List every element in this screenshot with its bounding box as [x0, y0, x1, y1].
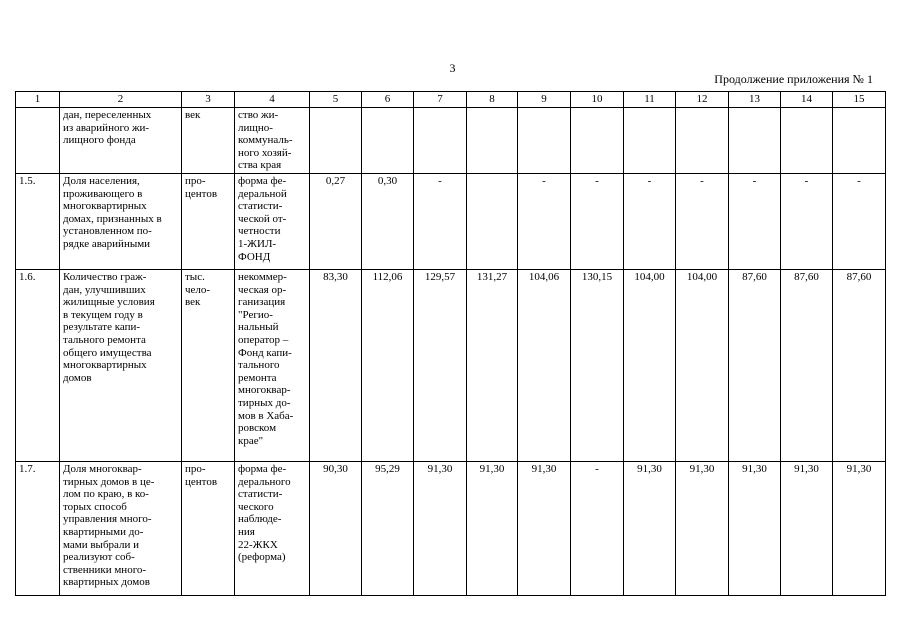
- value-cell: 91,30: [729, 462, 781, 596]
- indicator-table: [15, 91, 886, 596]
- value-cell: 131,27: [467, 270, 518, 462]
- value-cell: 87,60: [729, 270, 781, 462]
- header-cell: 5: [310, 92, 362, 108]
- value-cell: [467, 108, 518, 174]
- value-cell: 95,29: [362, 462, 414, 596]
- value-cell: 91,30: [833, 462, 886, 596]
- value-cell: [676, 108, 729, 174]
- value-cell: -: [518, 174, 571, 270]
- value-cell: 87,60: [833, 270, 886, 462]
- value-cell: -: [571, 174, 624, 270]
- value-cell: 91,30: [676, 462, 729, 596]
- header-cell: 12: [676, 92, 729, 108]
- header-cell: 7: [414, 92, 467, 108]
- value-cell: [833, 108, 886, 174]
- value-cell: [362, 108, 414, 174]
- header-cell: 15: [833, 92, 886, 108]
- value-cell: 90,30: [310, 462, 362, 596]
- value-cell: 91,30: [414, 462, 467, 596]
- header-cell: 14: [781, 92, 833, 108]
- value-cell: 112,06: [362, 270, 414, 462]
- row-number: 1.7.: [16, 462, 60, 596]
- value-cell: [781, 108, 833, 174]
- indicator-name: Количество граж- дан, улучшивших жилищные условия в текущем году в результате капи- тального ремонта общего имущества многоквартирных домов: [60, 270, 182, 462]
- value-cell: 91,30: [624, 462, 676, 596]
- table-row: [16, 462, 886, 596]
- value-cell: [571, 108, 624, 174]
- row-number: 1.6.: [16, 270, 60, 462]
- value-cell: [414, 108, 467, 174]
- unit: про- центов: [182, 462, 235, 596]
- value-cell: [729, 108, 781, 174]
- header-cell: 3: [182, 92, 235, 108]
- header-cell: 1: [16, 92, 60, 108]
- value-cell: -: [676, 174, 729, 270]
- table-row: [16, 174, 886, 270]
- value-cell: -: [571, 462, 624, 596]
- page-number: 3: [449, 61, 456, 75]
- data-source: форма фе- дерального статисти- ческого наблюде- ния 22-ЖКХ (реформа): [235, 462, 310, 596]
- indicator-name: Доля населения, проживающего в многоквартирных домах, признанных в установленном по- рядке аварийными: [60, 174, 182, 270]
- unit: век: [182, 108, 235, 174]
- table-row: [16, 270, 886, 462]
- value-cell: -: [414, 174, 467, 270]
- value-cell: -: [624, 174, 676, 270]
- indicator-name: дан, переселенных из аварийного жи- лищного фонда: [60, 108, 182, 174]
- value-cell: 91,30: [518, 462, 571, 596]
- value-cell: 104,00: [624, 270, 676, 462]
- header-cell: 4: [235, 92, 310, 108]
- value-cell: [624, 108, 676, 174]
- value-cell: 0,30: [362, 174, 414, 270]
- table-row: [16, 108, 886, 174]
- value-cell: [467, 174, 518, 270]
- indicator-name: Доля многоквар- тирных домов в це- лом по краю, в ко- торых способ управления много- квартирными до- мами выбрали и реализуют соб- ственники много- квартирных домов: [60, 462, 182, 596]
- header-cell: 10: [571, 92, 624, 108]
- row-number: [16, 108, 60, 174]
- data-source: ство жи- лищно- коммуналь- ного хозяй- ства края: [235, 108, 310, 174]
- value-cell: 130,15: [571, 270, 624, 462]
- value-cell: -: [729, 174, 781, 270]
- value-cell: 83,30: [310, 270, 362, 462]
- header-cell: 6: [362, 92, 414, 108]
- value-cell: 91,30: [781, 462, 833, 596]
- value-cell: 129,57: [414, 270, 467, 462]
- header-cell: 2: [60, 92, 182, 108]
- value-cell: [518, 108, 571, 174]
- value-cell: 91,30: [467, 462, 518, 596]
- value-cell: -: [781, 174, 833, 270]
- value-cell: [310, 108, 362, 174]
- value-cell: 104,00: [676, 270, 729, 462]
- unit: про- центов: [182, 174, 235, 270]
- value-cell: 104,06: [518, 270, 571, 462]
- header-cell: 9: [518, 92, 571, 108]
- header-row: [16, 92, 886, 108]
- value-cell: 87,60: [781, 270, 833, 462]
- header-cell: 13: [729, 92, 781, 108]
- header-cell: 8: [467, 92, 518, 108]
- unit: тыс. чело- век: [182, 270, 235, 462]
- row-number: 1.5.: [16, 174, 60, 270]
- data-source: некоммер- ческая ор- ганизация "Регио- нальный оператор – Фонд капи- тального ремонта многоквар- тирных до- мов в Хаба- ровском крае": [235, 270, 310, 462]
- value-cell: 0,27: [310, 174, 362, 270]
- header-cell: 11: [624, 92, 676, 108]
- data-source: форма фе- деральной статисти- ческой от- четности 1-ЖИЛ- ФОНД: [235, 174, 310, 270]
- continuation-label: Продолжение приложения № 1: [714, 72, 873, 86]
- value-cell: -: [833, 174, 886, 270]
